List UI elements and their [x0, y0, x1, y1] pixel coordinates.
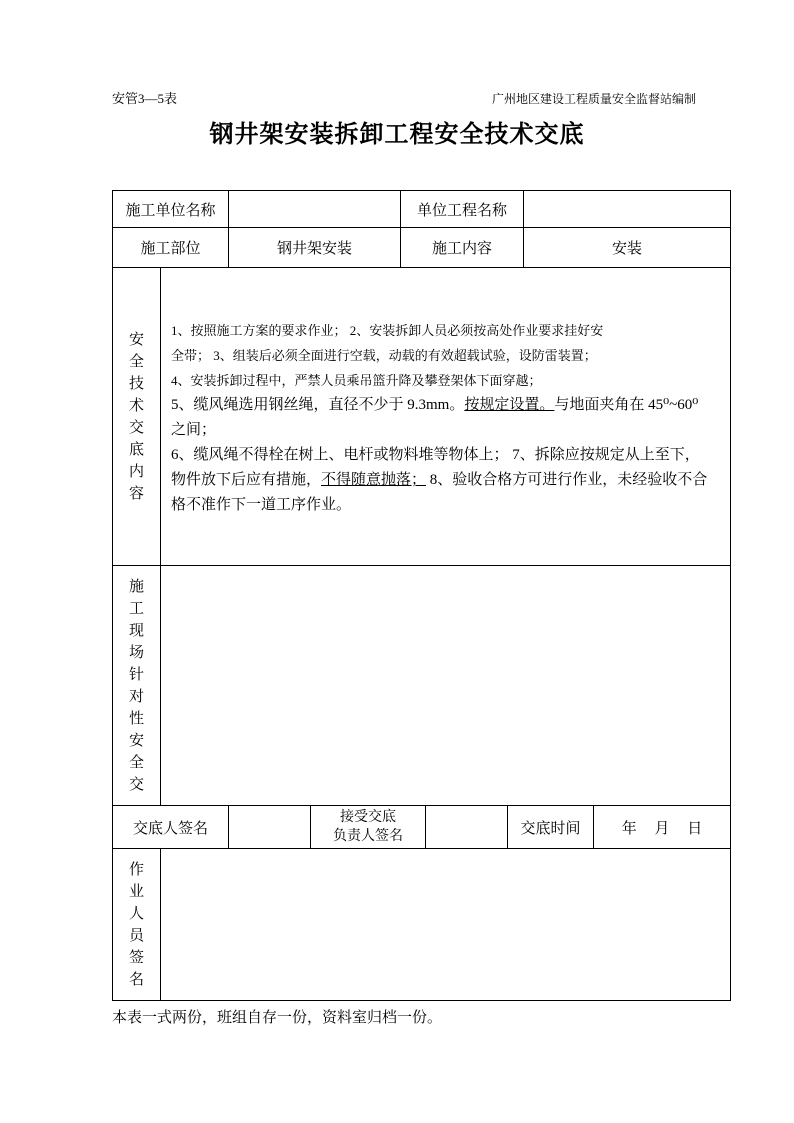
section-label-safety-disclosure: 安全技术交底内容 — [128, 331, 144, 502]
construction-part-value: 钢井架安装 — [229, 228, 401, 268]
content-paragraph: 6、缆风绳不得栓在树上、电杆或物料堆等物体上； 7、拆除应按规定从上至下，物件放下后应有措施，不得随意抛落； 8、验收合格方可进行作业，未经验收不合格不准作下一道工序作业。 — [171, 447, 708, 513]
form-code: 安管3—5表 — [112, 91, 178, 106]
disclosure-time-label: 交底时间 — [508, 806, 594, 849]
receiver-signature-label-line2: 负责人签名 — [333, 829, 403, 844]
section-label-worker-signature-cell — [113, 849, 161, 1001]
receiver-signature-value — [426, 806, 508, 849]
row-disclosure-content — [113, 268, 731, 566]
discloser-signature-label: 交底人签名 — [113, 806, 229, 849]
issuer-note: 广州地区建设工程质量安全监督站编制 — [491, 92, 696, 106]
disclosure-content-cell — [161, 268, 731, 566]
row-signatures — [113, 806, 731, 849]
site-specific-content-cell — [161, 566, 731, 806]
disclosure-date-cell — [594, 806, 731, 849]
month-label: 月 — [654, 820, 670, 837]
receiver-signature-label — [311, 806, 426, 849]
construction-content-value: 安装 — [524, 228, 731, 268]
section-label-safety-disclosure-cell — [113, 268, 161, 566]
construction-unit-name-label: 施工单位名称 — [113, 191, 229, 228]
row-site-specific — [113, 566, 731, 806]
section-label-site-specific: 施工现场针对性安全交 — [128, 578, 144, 793]
construction-unit-name-value — [229, 191, 401, 228]
worker-signature-content-cell — [161, 849, 731, 1001]
section-label-site-specific-cell — [113, 566, 161, 806]
day-label: 日 — [687, 820, 703, 837]
row-part-content — [113, 228, 731, 268]
footer-note: 本表一式两份，班组自存一份，资料室归档一份。 — [112, 1010, 443, 1026]
unit-project-name-value — [524, 191, 731, 228]
content-paragraphs — [171, 318, 710, 518]
form-table — [112, 190, 731, 1001]
receiver-signature-label-line1: 接受交底 — [340, 810, 396, 825]
page-title: 钢井架安装拆卸工程安全技术交底 — [209, 122, 585, 148]
header-meta-row — [112, 88, 696, 107]
section-label-worker-signature: 作业人员签名 — [128, 861, 144, 988]
unit-project-name-label: 单位工程名称 — [401, 191, 524, 228]
discloser-signature-value — [229, 806, 311, 849]
year-label: 年 — [621, 820, 637, 837]
content-paragraph: 1、按照施工方案的要求作业； 2、安装拆卸人员必须按高处作业要求挂好安全带； 3、组装后必须全面进行空载，动载的有效超载试验，设防雷装置； 4、安装拆卸过程中，严禁人员乘吊篮升降及攀登架体下面穿越； — [171, 323, 604, 388]
row-unit-names — [113, 191, 731, 228]
row-worker-signatures — [113, 849, 731, 1001]
content-paragraph: 5、缆风绳选用钢丝绳，直径不少于 9.3mm。按规定设置。与地面夹角在 45⁰~60⁰之间； — [171, 397, 699, 438]
construction-content-label: 施工内容 — [401, 228, 524, 268]
construction-part-label: 施工部位 — [113, 228, 229, 268]
